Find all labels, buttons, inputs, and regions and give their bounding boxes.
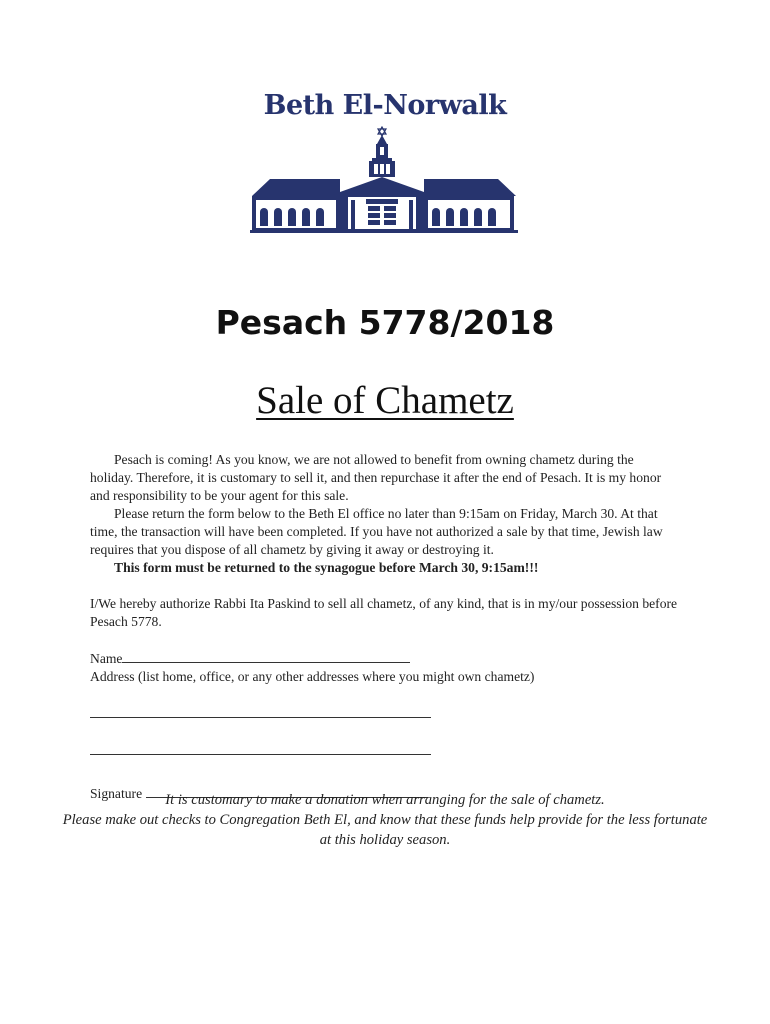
name-label: Name bbox=[90, 651, 123, 666]
address-line-1-row bbox=[90, 704, 680, 723]
page-title: Pesach 5778/2018 bbox=[215, 303, 555, 342]
address-blank-line-2[interactable] bbox=[90, 741, 431, 755]
donation-note-line-2: Please make out checks to Congregation Beth El, and know that these funds help provide for the less fortunate at this holiday season. bbox=[62, 812, 708, 848]
deadline-notice: This form must be returned to the synagogue before March 30, 9:15am!!! bbox=[114, 560, 539, 575]
return-instructions-paragraph: Please return the form below to the Beth El office no later than 9:15am on Friday, March 30. At that time, the transaction will have been completed. If you have not authorized a sale by that time, Jewish law requires that you dispose of all chametz by giving it away or destroying it. bbox=[90, 506, 663, 557]
document-body bbox=[90, 451, 680, 803]
name-field-row bbox=[90, 649, 680, 668]
signature-label: Signature bbox=[90, 786, 143, 801]
donation-note-line-1: It is customary to make a donation when arranging for the sale of chametz. bbox=[165, 792, 605, 808]
star-of-david-icon bbox=[378, 127, 386, 136]
authorization-statement: I/We hereby authorize Rabbi Ita Paskind to sell all chametz, of any kind, that is in my/our possession before Pesach 5778. bbox=[90, 596, 678, 629]
page-subtitle: Sale of Chametz bbox=[256, 379, 514, 422]
logo-wordmark: Beth El-Norwalk bbox=[263, 90, 507, 121]
address-line-2-row bbox=[90, 741, 680, 760]
donation-note bbox=[60, 790, 710, 850]
synagogue-building-logo bbox=[248, 126, 520, 234]
name-blank-line[interactable] bbox=[122, 649, 410, 663]
intro-paragraph: Pesach is coming! As you know, we are not allowed to benefit from owning chametz during the holiday. Therefore, it is customary to sell it, and then repurchase it after the end of Pesach. It is my honor and responsibility to be your agent for this sale. bbox=[90, 452, 662, 503]
address-label: Address (list home, office, or any other addresses where you might own chametz) bbox=[90, 669, 535, 684]
address-blank-line-1[interactable] bbox=[90, 704, 431, 718]
